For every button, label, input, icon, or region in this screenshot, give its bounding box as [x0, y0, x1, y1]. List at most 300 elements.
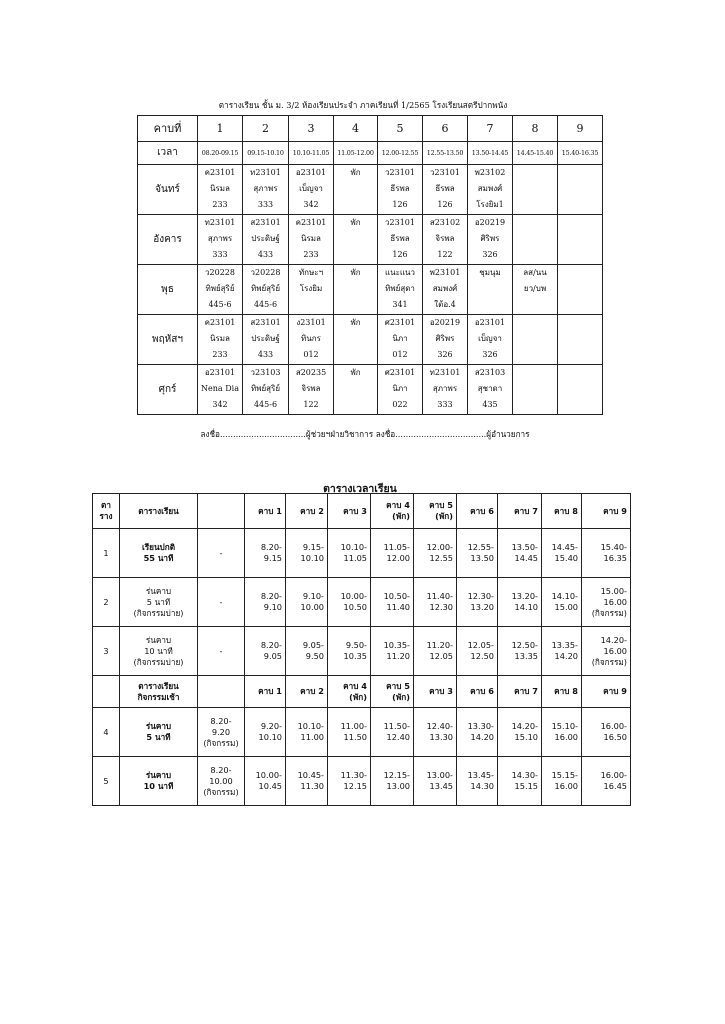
cell-line: ว20228 — [205, 268, 235, 277]
cell-line: 15.10 — [514, 732, 538, 742]
cell-line: 122 — [303, 400, 319, 409]
cell-line: ศ23101 — [384, 318, 416, 327]
period-number: 9 — [558, 116, 603, 142]
cell-line: (พัก) — [349, 691, 367, 702]
cell-line: 15.40 — [554, 553, 578, 563]
timetable-title: ตารางเวลาเรียน — [323, 483, 397, 495]
schedule-cell — [378, 215, 423, 265]
timetable-row-name — [120, 627, 198, 676]
cell-line: ท23101 — [429, 368, 461, 377]
cell-line: โรงยิม1 — [476, 200, 504, 209]
period-time: 15.40-16.35 — [558, 142, 603, 165]
period-time-cell — [328, 757, 371, 806]
cell-line: 326 — [482, 250, 498, 259]
cell-line: 10.00- — [340, 591, 367, 601]
cell-line: 16.45 — [603, 781, 627, 791]
cell-line: 10.10 — [300, 553, 324, 563]
cell-line: คาบ 5 — [386, 680, 410, 691]
cell-line: 10 นาที — [144, 645, 173, 656]
cell-line: 10.50- — [383, 591, 410, 601]
cell-line: 13.45 — [429, 781, 453, 791]
period-time-cell — [328, 708, 371, 757]
period-time-cell — [457, 627, 498, 676]
cell-line: 445-6 — [208, 300, 232, 309]
cell-line: 9.20- — [260, 721, 282, 731]
period-time-cell — [371, 757, 414, 806]
timetable-row-extra — [198, 578, 245, 627]
period-header — [498, 676, 542, 708]
period-header — [328, 676, 371, 708]
period-header — [245, 494, 286, 529]
period-number: 6 — [423, 116, 468, 142]
cell-line: ทินกร — [301, 334, 321, 343]
cell-line: 11.00 — [300, 732, 324, 742]
cell-line: เบ็ญจา — [299, 184, 323, 193]
period-header — [371, 494, 414, 529]
schedule-cell — [289, 265, 334, 315]
period-time: 12.55-13.50 — [423, 142, 468, 165]
cell-line: คาบ 6 — [470, 505, 494, 516]
period-time-cell — [286, 529, 328, 578]
cell-line: (กิจกรรม) — [591, 607, 627, 618]
period-time-cell — [414, 627, 457, 676]
cell-line: 12.15- — [383, 770, 410, 780]
cell-line: อ23101 — [204, 368, 236, 377]
schedule-cell — [289, 215, 334, 265]
period-header — [414, 676, 457, 708]
cell-line: พ23101 — [429, 268, 461, 277]
cell-line: 14.30 — [470, 781, 494, 791]
cell-line: 10.45 — [258, 781, 282, 791]
cell-line: 11.30- — [340, 770, 367, 780]
cell-line: 10.00 — [209, 775, 233, 786]
cell-line: ร่นคาบ — [145, 585, 172, 596]
cell-line: ค23101 — [204, 168, 236, 177]
timetable-row — [93, 578, 631, 627]
period-time-cell — [245, 708, 286, 757]
timetable-row-extra — [198, 627, 245, 676]
cell-line: ทักษะฯ — [298, 268, 324, 277]
cell-line: Nena Dia — [201, 384, 239, 393]
schedule-cell — [378, 165, 423, 215]
schedule-cell — [243, 365, 289, 415]
cell-line: 10.45- — [297, 770, 324, 780]
cell-line: สุภาพร — [207, 234, 233, 243]
cell-line: 15.00- — [600, 585, 627, 596]
schedule-cell — [243, 265, 289, 315]
cell-line: 12.50 — [470, 651, 494, 661]
cell-line: คาบ 1 — [258, 505, 282, 516]
cell-line: (กิจกรรม) — [591, 656, 627, 667]
cell-line: ส23103 — [474, 368, 506, 377]
cell-line: (พัก) — [435, 511, 453, 521]
timetable-row-extra — [198, 708, 245, 757]
timetable-no-header — [93, 494, 120, 529]
timetable-blank-header — [198, 494, 245, 529]
cell-line: - — [219, 596, 223, 607]
cell-line: 326 — [482, 350, 498, 359]
period-time-cell — [498, 627, 542, 676]
cell-line: ลส/นน — [523, 268, 547, 277]
cell-line: 8.20- — [260, 542, 282, 552]
period-time-cell — [498, 708, 542, 757]
period-header — [582, 494, 631, 529]
schedule-cell — [423, 265, 468, 315]
schedule-cell — [378, 265, 423, 315]
cell-line: 16.00 — [603, 645, 627, 656]
day-row — [138, 215, 603, 265]
period-time-cell — [245, 627, 286, 676]
cell-line: 12.40 — [386, 732, 410, 742]
cell-line: 12.40- — [426, 721, 453, 731]
cell-line: 11.40 — [386, 602, 410, 612]
period-time-cell — [414, 529, 457, 578]
cell-line: 13.35- — [551, 640, 578, 650]
timetable-row-number: 4 — [93, 708, 120, 757]
cell-line: 16.00 — [603, 596, 627, 607]
cell-line: (พัก) — [392, 691, 410, 702]
cell-line: 11.20- — [426, 640, 453, 650]
cell-line: ง23101 — [296, 318, 326, 327]
cell-line: 9.50 — [305, 651, 324, 661]
cell-line: - — [219, 645, 223, 656]
cell-line: ท23101 — [250, 168, 281, 177]
day-name: พุธ — [138, 265, 198, 315]
cell-line: 10.00- — [255, 770, 282, 780]
period-time-cell — [328, 529, 371, 578]
cell-line: 14.20 — [554, 651, 578, 661]
cell-line: 13.20- — [511, 591, 538, 601]
cell-line: คาบ 2 — [300, 686, 324, 696]
cell-line: สุภาพร — [253, 184, 278, 193]
cell-line: แนะแนว — [384, 268, 416, 277]
schedule-cell — [513, 215, 558, 265]
timetable-row-name — [120, 578, 198, 627]
period-time-cell — [498, 529, 542, 578]
cell-line: โรงยิม — [299, 284, 323, 293]
cell-line: 14.20- — [600, 634, 627, 645]
cell-line: 14.20 — [470, 732, 494, 742]
period-number: 3 — [289, 116, 334, 142]
cell-line: ประดิษฐ์ — [251, 234, 280, 243]
cell-line: สุชาดา — [477, 384, 503, 393]
period-header — [457, 494, 498, 529]
period-time: 12.00-12.55 — [378, 142, 423, 165]
period-time-cell — [542, 529, 582, 578]
cell-line: ทิพย์สุริย์ — [250, 284, 281, 293]
cell-line: 12.30- — [467, 591, 494, 601]
cell-line: 12.00- — [426, 542, 453, 552]
cell-line: 435 — [482, 400, 498, 409]
cell-line: 16.00 — [554, 732, 578, 742]
timetable-blank-header — [198, 676, 245, 708]
period-header — [582, 676, 631, 708]
cell-line: 126 — [437, 200, 453, 209]
schedule-cell — [468, 165, 513, 215]
cell-line: นิรมล — [210, 184, 230, 193]
cell-line: 10 นาที — [143, 781, 174, 791]
cell-line: 9.20 — [211, 726, 231, 737]
cell-line: 10.35- — [383, 640, 410, 650]
period-number: 1 — [198, 116, 243, 142]
period-time: 09.15-10.10 — [243, 142, 289, 165]
cell-line: ศิริพร — [435, 334, 455, 343]
cell-line: ท23101 — [204, 218, 236, 227]
period-time-cell — [286, 708, 328, 757]
cell-line: ส23102 — [429, 218, 461, 227]
timetable-row-name — [120, 529, 198, 578]
cell-line: 10.00 — [300, 602, 324, 612]
timetable-name-header — [120, 676, 198, 708]
period-time-cell — [286, 757, 328, 806]
cell-line: 13.45- — [467, 770, 494, 780]
period-time: 13.50-14.45 — [468, 142, 513, 165]
cell-line: (กิจกรรมบ่าย) — [133, 656, 184, 667]
cell-line: คาบ 8 — [554, 686, 578, 696]
period-time-cell — [245, 578, 286, 627]
schedule-cell — [513, 365, 558, 415]
period-time-cell — [371, 529, 414, 578]
period-time-cell — [582, 529, 631, 578]
cell-line: ธีรพล — [435, 184, 455, 193]
cell-line: 14.45 — [514, 553, 538, 563]
cell-line: 9.15- — [302, 542, 324, 552]
cell-line: 14.10 — [514, 602, 538, 612]
cell-line: 333 — [212, 250, 228, 259]
period-time-cell — [245, 529, 286, 578]
cell-line: ทิพย์สุริย์ — [250, 384, 281, 393]
cell-line: ศิริพร — [480, 234, 500, 243]
schedule-cell — [468, 315, 513, 365]
day-name: จันทร์ — [138, 165, 198, 215]
schedule-cell — [558, 365, 603, 415]
schedule-cell — [198, 165, 243, 215]
cell-line: 341 — [392, 300, 408, 309]
schedule-cell — [198, 315, 243, 365]
period-header — [286, 494, 328, 529]
cell-line: 15.40- — [600, 542, 627, 552]
period-header — [542, 494, 582, 529]
schedule-cell — [334, 265, 378, 315]
schedule-cell — [198, 265, 243, 315]
cell-line: พัก — [350, 318, 361, 327]
cell-line: 012 — [392, 350, 408, 359]
schedule-cell — [423, 165, 468, 215]
cell-line: 8.20- — [260, 640, 282, 650]
period-time: 08.20-09.15 — [198, 142, 243, 165]
cell-line: 10.10- — [340, 542, 367, 552]
schedule-cell — [513, 165, 558, 215]
cell-line: 12.55 — [429, 553, 453, 563]
cell-line: คาบ 3 — [343, 505, 367, 516]
cell-line: 233 — [212, 350, 228, 359]
period-time-cell — [582, 578, 631, 627]
cell-line: คาบ 5 — [429, 500, 453, 510]
cell-line: 13.00- — [426, 770, 453, 780]
cell-line: คาบ 4 — [386, 500, 410, 510]
cell-line: 342 — [303, 200, 319, 209]
period-header — [286, 676, 328, 708]
cell-line: 12.15 — [343, 781, 367, 791]
cell-line: ส23101 — [250, 318, 281, 327]
period-time-cell — [414, 708, 457, 757]
cell-line: 326 — [437, 350, 453, 359]
cell-line: ค23101 — [295, 218, 327, 227]
cell-line: 126 — [392, 250, 408, 259]
timetable-row-number: 1 — [93, 529, 120, 578]
cell-line: คาบ 8 — [554, 505, 578, 516]
period-time-cell — [582, 757, 631, 806]
period-time-cell — [498, 757, 542, 806]
timetable-row — [93, 627, 631, 676]
cell-line: 11.00- — [340, 721, 367, 731]
cell-line: 333 — [437, 400, 453, 409]
cell-line: (กิจกรรม) — [203, 737, 239, 748]
schedule-cell — [243, 315, 289, 365]
timetable-row-number: 3 — [93, 627, 120, 676]
cell-line: คาบ 2 — [300, 505, 324, 516]
cell-line: 10.10 — [258, 732, 282, 742]
cell-line: 14.10- — [551, 591, 578, 601]
schedule-cell — [468, 215, 513, 265]
schedule-cell — [289, 365, 334, 415]
cell-line: อ20219 — [429, 318, 461, 327]
schedule-cell — [558, 165, 603, 215]
timetable-row — [93, 529, 631, 578]
cell-line: 9.15 — [263, 553, 282, 563]
cell-line: กิจกรรมเช้า — [137, 691, 180, 702]
time-row — [138, 142, 603, 165]
cell-line: 55 นาที — [143, 553, 174, 563]
period-time-table — [92, 493, 631, 806]
cell-line: 333 — [257, 200, 274, 209]
cell-line: 12.05 — [429, 651, 453, 661]
cell-line: ยว/บพ — [523, 284, 547, 293]
cell-line: 16.50 — [603, 732, 627, 742]
cell-line: ค23101 — [204, 318, 236, 327]
cell-line: พัก — [350, 218, 361, 227]
cell-line: 233 — [212, 200, 228, 209]
period-time-cell — [582, 708, 631, 757]
cell-line: 12.00 — [386, 553, 410, 563]
schedule-cell — [378, 315, 423, 365]
cell-line: นิภา — [392, 334, 408, 343]
cell-line: จิรพล — [301, 384, 321, 393]
cell-line: 9.05- — [302, 640, 324, 650]
period-time-cell — [328, 578, 371, 627]
cell-line: คาบ 1 — [258, 686, 282, 696]
period-number: 4 — [334, 116, 378, 142]
period-number: 2 — [243, 116, 289, 142]
cell-line: 433 — [257, 350, 274, 359]
cell-line: 13.30- — [467, 721, 494, 731]
timetable-row-number: 5 — [93, 757, 120, 806]
cell-line: ตารางเรียน — [138, 680, 179, 691]
period-header — [498, 494, 542, 529]
period-time-cell — [542, 708, 582, 757]
cell-line: 9.05 — [263, 651, 282, 661]
cell-line: สมพงศ์ — [432, 284, 458, 293]
cell-line: 10.10- — [297, 721, 324, 731]
timetable-row-name — [120, 708, 198, 757]
period-label: คาบที่ — [138, 116, 198, 142]
schedule-cell — [378, 365, 423, 415]
schedule-cell — [558, 215, 603, 265]
cell-line: 13.30 — [429, 732, 453, 742]
cell-line: ศ23101 — [384, 368, 416, 377]
cell-line: คาบ 6 — [470, 686, 494, 696]
schedule-cell — [289, 165, 334, 215]
cell-line: คาบ 3 — [429, 686, 453, 696]
cell-line: 445-6 — [253, 400, 278, 409]
timetable-row-number: 2 — [93, 578, 120, 627]
cell-line: คาบ 9 — [603, 505, 627, 516]
cell-line: ราง — [99, 511, 113, 521]
cell-line: 5 นาที — [146, 732, 171, 742]
schedule-cell — [468, 365, 513, 415]
cell-line: ธีรพล — [390, 234, 410, 243]
cell-line: ร่นคาบ — [145, 721, 172, 731]
cell-line: 16.00 — [554, 781, 578, 791]
cell-line: 342 — [212, 400, 228, 409]
cell-line: เรียนปกติ — [141, 542, 176, 552]
cell-line: 126 — [392, 200, 408, 209]
cell-line: 13.00 — [386, 781, 410, 791]
schedule-cell — [243, 215, 289, 265]
cell-line: อ23101 — [295, 168, 327, 177]
cell-line: (กิจกรรม) — [203, 786, 239, 797]
cell-line: 13.50- — [511, 542, 538, 552]
cell-line: อ23101 — [474, 318, 506, 327]
cell-line: นิภา — [392, 384, 408, 393]
period-number: 5 — [378, 116, 423, 142]
period-time: 10.10-11.05 — [289, 142, 334, 165]
cell-line: ว23103 — [250, 368, 281, 377]
period-time-cell — [414, 578, 457, 627]
class-schedule-table — [137, 115, 603, 415]
period-number: 7 — [468, 116, 513, 142]
schedule-cell — [423, 215, 468, 265]
schedule-cell — [468, 265, 513, 315]
cell-line: 15.15- — [551, 770, 578, 780]
cell-line: พ23102 — [474, 168, 506, 177]
schedule-cell — [243, 165, 289, 215]
cell-line: 8.20- — [260, 591, 282, 601]
cell-line: 5 นาที — [146, 596, 171, 607]
cell-line: สุภาพร — [432, 384, 458, 393]
period-time-cell — [457, 757, 498, 806]
cell-line: 9.10- — [302, 591, 324, 601]
cell-line: ร่นคาบ — [145, 770, 172, 780]
cell-line: ส23101 — [250, 218, 281, 227]
schedule-cell — [558, 315, 603, 365]
cell-line: 11.50- — [383, 721, 410, 731]
cell-line: 11.40- — [426, 591, 453, 601]
period-header-row — [138, 116, 603, 142]
cell-line: 233 — [303, 250, 319, 259]
cell-line: พัก — [350, 168, 361, 177]
cell-line: ตา — [101, 500, 111, 510]
period-header — [328, 494, 371, 529]
cell-line: 11.30 — [300, 781, 324, 791]
schedule-cell — [198, 365, 243, 415]
schedule-cell — [198, 215, 243, 265]
timetable-row-extra — [198, 529, 245, 578]
period-time-cell — [286, 627, 328, 676]
cell-line: 12.05- — [467, 640, 494, 650]
cell-line: นิรมล — [301, 234, 321, 243]
period-time-cell — [542, 757, 582, 806]
